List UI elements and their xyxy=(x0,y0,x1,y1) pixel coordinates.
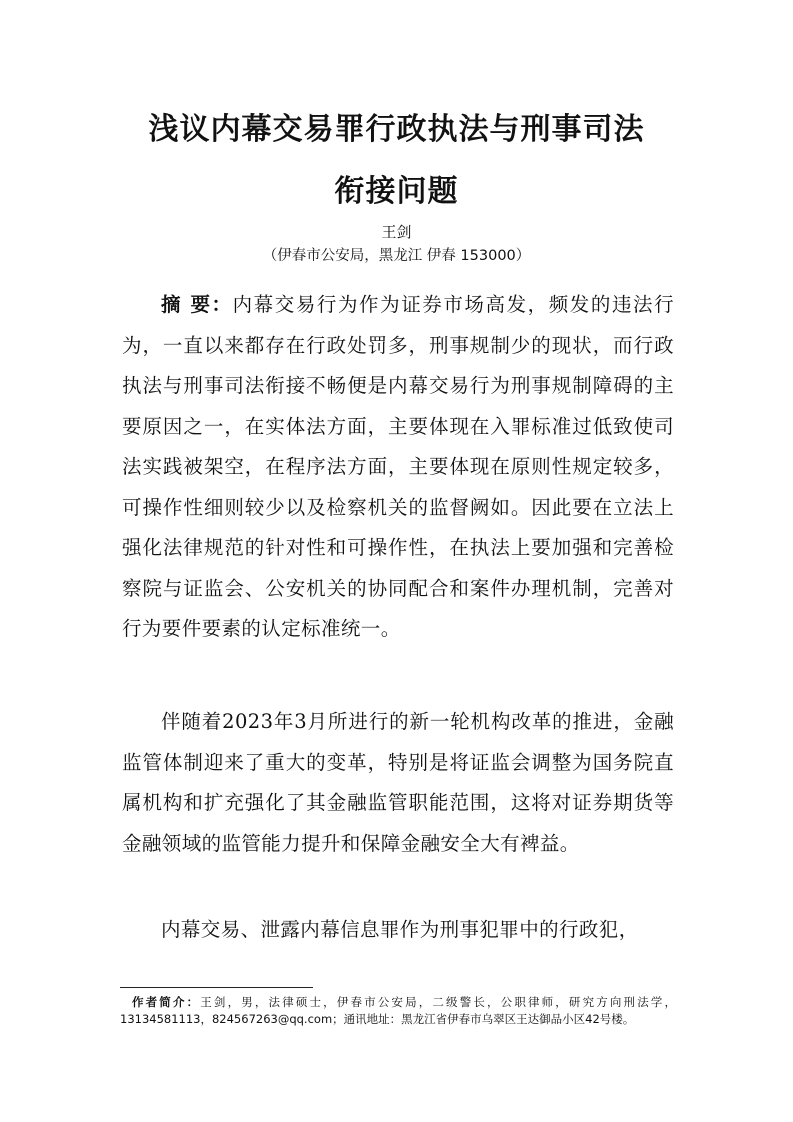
abstract-text: 内幕交易行为作为证券市场高发，频发的违法行为，一直以来都存在行政处罚多，刑事规制少的现状，而行政执法与刑事司法衔接不畅便是内幕交易行为刑事规制障碍的主要原因之一，在实体法方面，主要体现在入罪标准过低致使司法实践被架空，在程序法方面，主要体现在原则性规定较多，可操作性细则较少以及检察机关的监督阙如。因此要在立法上强化法律规范的针对性和可操作性，在执法上要加强和完善检察院与证监会、公安机关的协同配合和案件办理机制，完善对行为要件要素的认定标准统一。 xyxy=(122,293,674,640)
author-name: 王剑 xyxy=(381,223,412,241)
footnote-label: 作者简介： xyxy=(132,995,201,1009)
body-paragraph-1: 伴随着2023年3月所进行的新一轮机构改革的推进，金融监管体制迎来了重大的变革，特别是将证监会调整为国务院直属机构和扩充强化了其金融监管职能范围，这将对证券期货等金融领域的监管能力提升和保障金融安全大有裨益。 xyxy=(122,710,674,855)
footnote xyxy=(120,994,676,1028)
paper-title-line-1: 浅议内幕交易罪行政执法与刑事司法 xyxy=(148,112,645,147)
body-paragraph-2: 内幕交易、泄露内幕信息罪作为刑事犯罪中的行政犯， xyxy=(161,918,639,941)
author-affiliation: （伊春市公安局，黑龙江 伊春 153000） xyxy=(262,248,531,264)
footnote-separator xyxy=(120,987,313,988)
footnote-text: 王剑，男，法律硕士，伊春市公安局，二级警长，公职律师，研究方向刑法学，13134581113，824567263@qq.com；通讯地址：黑龙江省伊春市乌翠区王达御品小区42号楼。 xyxy=(120,995,677,1026)
abstract xyxy=(122,285,674,650)
abstract-label: 摘 要： xyxy=(161,293,233,316)
paper-title-line-2: 衔接问题 xyxy=(334,174,459,209)
